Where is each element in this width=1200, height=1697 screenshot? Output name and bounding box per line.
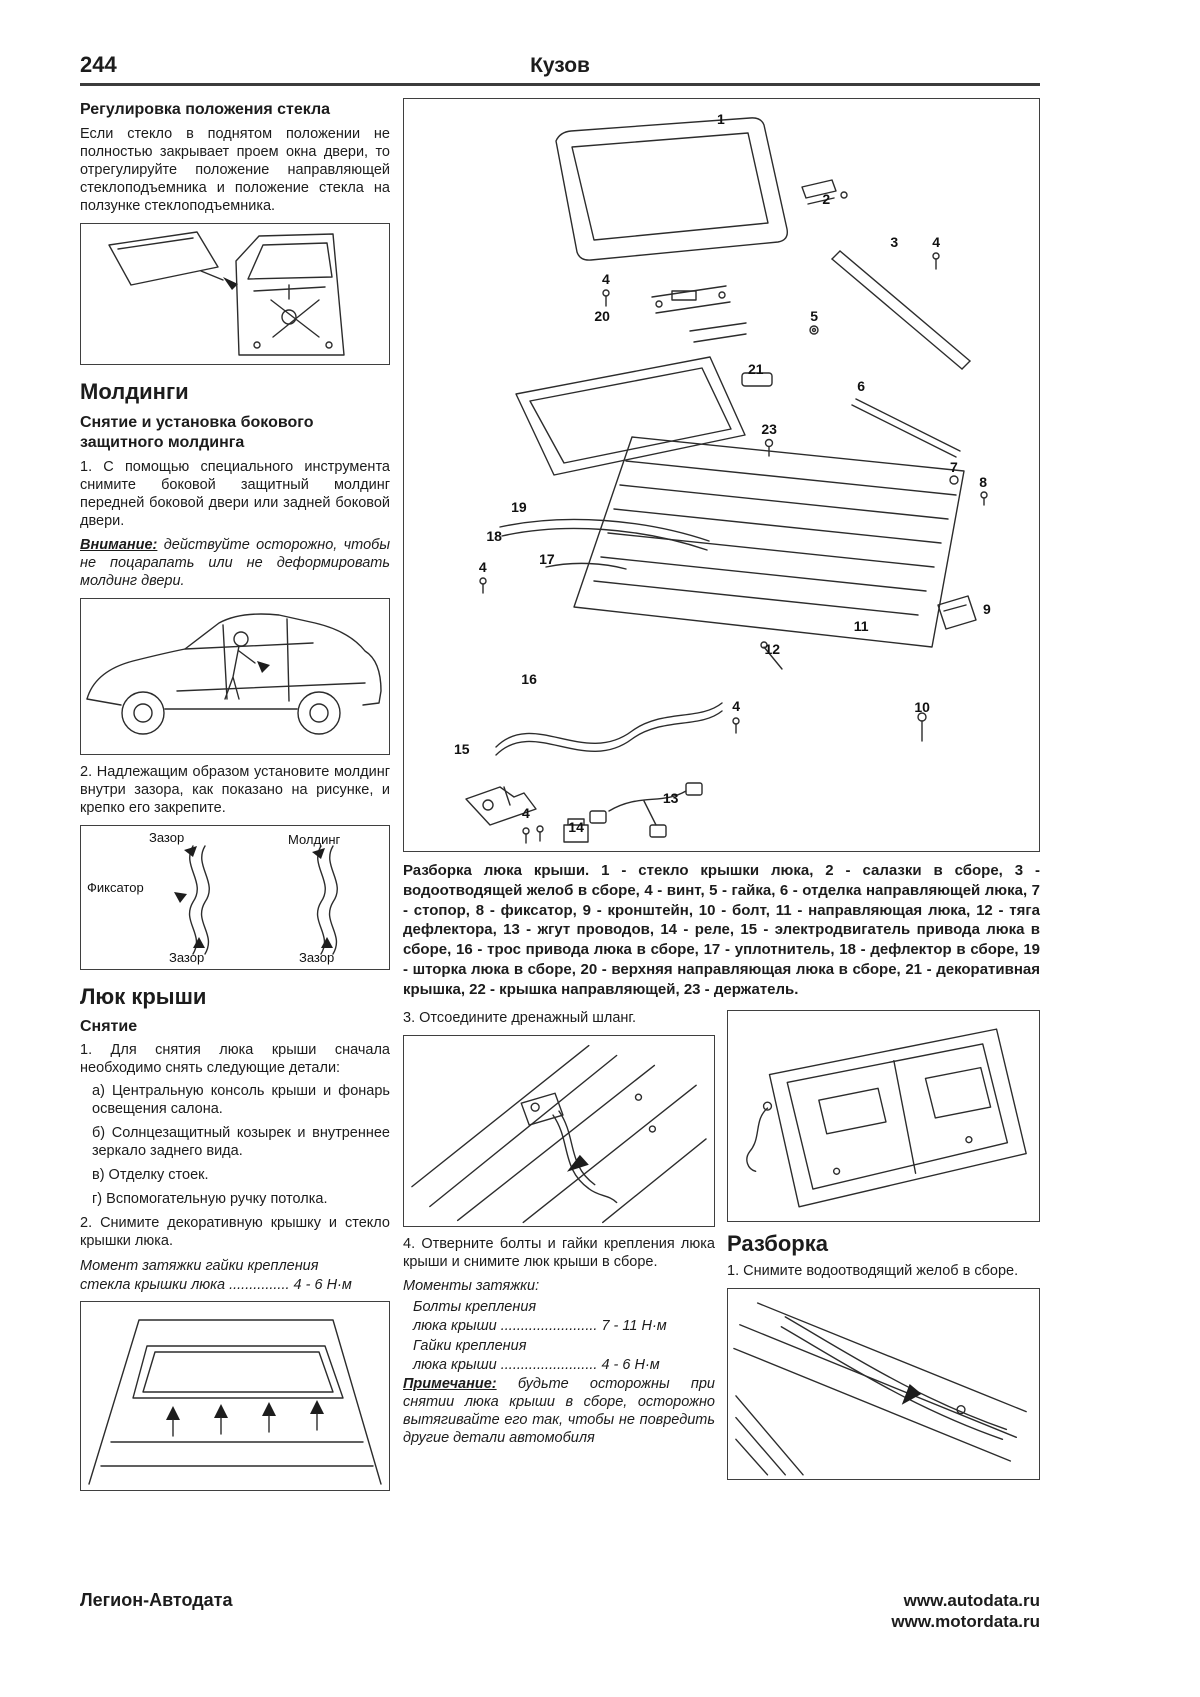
heading-glass-adjust: Регулировка положения стекла xyxy=(80,101,331,118)
page-number: 244 xyxy=(80,52,117,77)
torque-bolts xyxy=(403,1298,715,1335)
disassembly-step-1: 1. Снимите водоотводящий желоб в сборе. xyxy=(727,1262,1019,1279)
removal-note xyxy=(403,1376,715,1448)
middle-column xyxy=(403,1010,715,1489)
sunroof-step-2: 2. Снимите декоративную крышку и стекло крышки люка. xyxy=(80,1215,390,1250)
diagram-callout-7: 7 xyxy=(950,458,958,475)
diagram-callout-4: 4 xyxy=(932,233,941,250)
footer-urls xyxy=(891,1590,1040,1633)
sunroof-item-a: а) Центральную консоль крыши и фонарь освещения салона. xyxy=(92,1083,390,1118)
subheading-removal: Снятие xyxy=(80,1017,138,1035)
molding-warning xyxy=(80,537,390,591)
torque-nuts xyxy=(403,1337,715,1374)
publisher-brand: Легион-Автодата xyxy=(80,1590,233,1610)
diagram-callout-11: 11 xyxy=(853,618,869,635)
diagram-callout-15: 15 xyxy=(453,740,470,757)
figure-roof-interior xyxy=(80,1301,390,1491)
torque-bolts-line2: люка крыши ........................ 7 - 11 Н·м xyxy=(413,1317,667,1334)
page-header xyxy=(80,52,1040,86)
diagram-callout-1: 1 xyxy=(716,111,725,128)
diagram-callout-13: 13 xyxy=(662,790,679,807)
figure-molding-section xyxy=(80,825,390,970)
label-gap-top: Зазор xyxy=(149,829,185,845)
figure-gutter-removal xyxy=(727,1288,1040,1480)
warning-label: Внимание: xyxy=(80,536,158,553)
sunroof-item-g: г) Вспомогательную ручку потолка. xyxy=(92,1191,328,1208)
door-glass-sketch xyxy=(81,224,389,364)
label-molding: Молдинг xyxy=(288,831,341,847)
diagram-callout-19: 19 xyxy=(511,499,527,516)
heading-moldings: Молдинги xyxy=(80,378,189,404)
diagram-caption: Разборка люка крыши. 1 - стекло крышки люка, 2 - салазки в сборе, 3 - водоотводящей желоб в сборе, 4 - винт, 5 - гайка, 6 - отделка направляющей люка, 7 - стопор, 8 - фиксатор, 9 - кронштейн, 10 - болт, 11 - направляющая люка, 12 - тяга дефлектора, 13 - жгут проводов, 14 - реле, 15 - электродвигатель привода люка в сборе, 16 - трос привода люка в сборе, 17 - уплотнитель, 18 - дефлектор в сборе, 19 - шторка люка в сборе, 20 - верхняя направляющая люка в сборе, 21 - декоративная крышка, 22 - крышка направляющей, 23 - держатель. xyxy=(403,862,1040,998)
diagram-callout-16: 16 xyxy=(521,670,537,687)
diagram-callout-12: 12 xyxy=(764,640,781,657)
footer-url-motordata: www.motordata.ru xyxy=(891,1612,1040,1632)
diagram-callout-2: 2 xyxy=(822,191,831,208)
diagram-callout-17: 17 xyxy=(539,551,555,568)
figure-sunroof-assembly xyxy=(727,1010,1040,1222)
heading-disassembly: Разборка xyxy=(727,1230,828,1256)
label-clip: Фиксатор xyxy=(87,879,144,895)
torque-nuts-line1: Гайки крепления xyxy=(413,1338,527,1355)
warning-text: действуйте осторожно, чтобы не поцарапать или не деформировать молдинг двери. xyxy=(80,536,390,589)
diagram-callout-4: 4 xyxy=(602,270,610,287)
molding-section-sketch xyxy=(81,826,389,969)
diagram-callout-4: 4 xyxy=(732,697,740,714)
diagram-callout-14: 14 xyxy=(568,818,584,835)
note-label: Примечание: xyxy=(403,1376,497,1393)
label-gap-left: Зазор xyxy=(169,949,205,965)
torque-title: Моменты затяжки: xyxy=(403,1278,540,1295)
diagram-callout-5: 5 xyxy=(810,308,819,325)
roof-interior-sketch xyxy=(81,1302,389,1490)
figure-car-side xyxy=(80,598,390,755)
left-column xyxy=(80,98,390,1500)
exploded-sunroof-sketch xyxy=(404,99,1039,851)
diagram-callout-4: 4 xyxy=(522,805,530,822)
molding-step-1: 1. С помощью специального инструмента снимите боковой защитный молдинг передней боковой двери или задней боковой двери. xyxy=(80,458,390,529)
figure-drain-hose xyxy=(403,1035,715,1227)
diagram-callout-9: 9 xyxy=(983,600,991,617)
page-footer xyxy=(80,1590,1040,1633)
molding-step-2: 2. Надлежащим образом установите молдинг внутри зазора, как показано на рисунке, и крепко его закрепите. xyxy=(80,763,390,816)
diagram-callout-10: 10 xyxy=(914,699,930,716)
figure-door-glass xyxy=(80,223,390,365)
page-content xyxy=(80,98,1040,1500)
step-4: 4. Отверните болты и гайки крепления люка крыши и снимите люк крыши в сборе. xyxy=(403,1235,715,1270)
sunroof-step-1: 1. Для снятия люка крыши сначала необходимо снять следующие детали: xyxy=(80,1041,390,1076)
step-3: 3. Отсоедините дренажный шланг. xyxy=(403,1009,636,1026)
figure-exploded-sunroof xyxy=(403,98,1040,852)
diagram-callout-8: 8 xyxy=(979,473,988,490)
page-title: Кузов xyxy=(530,54,590,77)
subheading-molding-removal: Снятие и установка бокового защитного молдинга xyxy=(80,413,314,451)
diagram-callout-6: 6 xyxy=(857,378,866,395)
sunroof-assembly-sketch xyxy=(728,1011,1039,1221)
glass-torque-line2: стекла крышки люка ............... 4 - 6 Н·м xyxy=(80,1276,352,1293)
torque-nuts-line2: люка крыши ........................ 4 - 6 Н·м xyxy=(413,1356,660,1373)
sunroof-item-b: б) Солнцезащитный козырек и внутреннее зеркало заднего вида. xyxy=(92,1125,390,1160)
glass-adjust-body: Если стекло в поднятом положении не полностью закрывает проем окна двери, то отрегулируйте положение направляющей стеклоподъемника и положение стекла на ползунке стеклоподъемника. xyxy=(80,126,390,214)
footer-url-autodata: www.autodata.ru xyxy=(903,1591,1040,1610)
right-area xyxy=(403,98,1040,1500)
torque-bolts-line1: Болты крепления xyxy=(413,1299,537,1316)
glass-torque-line1: Момент затяжки гайки крепления xyxy=(80,1258,319,1275)
sunroof-item-v: в) Отделку стоек. xyxy=(92,1167,209,1184)
diagram-callout-4: 4 xyxy=(478,558,487,575)
diagram-callout-18: 18 xyxy=(486,527,502,544)
bottom-right-column xyxy=(727,1010,1040,1489)
gutter-removal-sketch xyxy=(728,1289,1039,1479)
note-text: будьте осторожны при снятии люка крыши в сборе, осторожно вытягивайте его так, чтобы не повредить другие детали автомобиля xyxy=(403,1376,715,1447)
label-gap-right: Зазор xyxy=(299,949,335,965)
diagram-callout-20: 20 xyxy=(594,308,610,325)
diagram-callout-23: 23 xyxy=(761,421,777,438)
diagram-callout-3: 3 xyxy=(890,233,899,250)
car-side-sketch xyxy=(81,599,389,754)
drain-hose-sketch xyxy=(404,1036,714,1226)
glass-torque-spec xyxy=(80,1257,390,1294)
bottom-row xyxy=(403,1010,1040,1489)
diagram-callout-21: 21 xyxy=(747,360,764,377)
heading-sunroof: Люк крыши xyxy=(80,983,207,1009)
